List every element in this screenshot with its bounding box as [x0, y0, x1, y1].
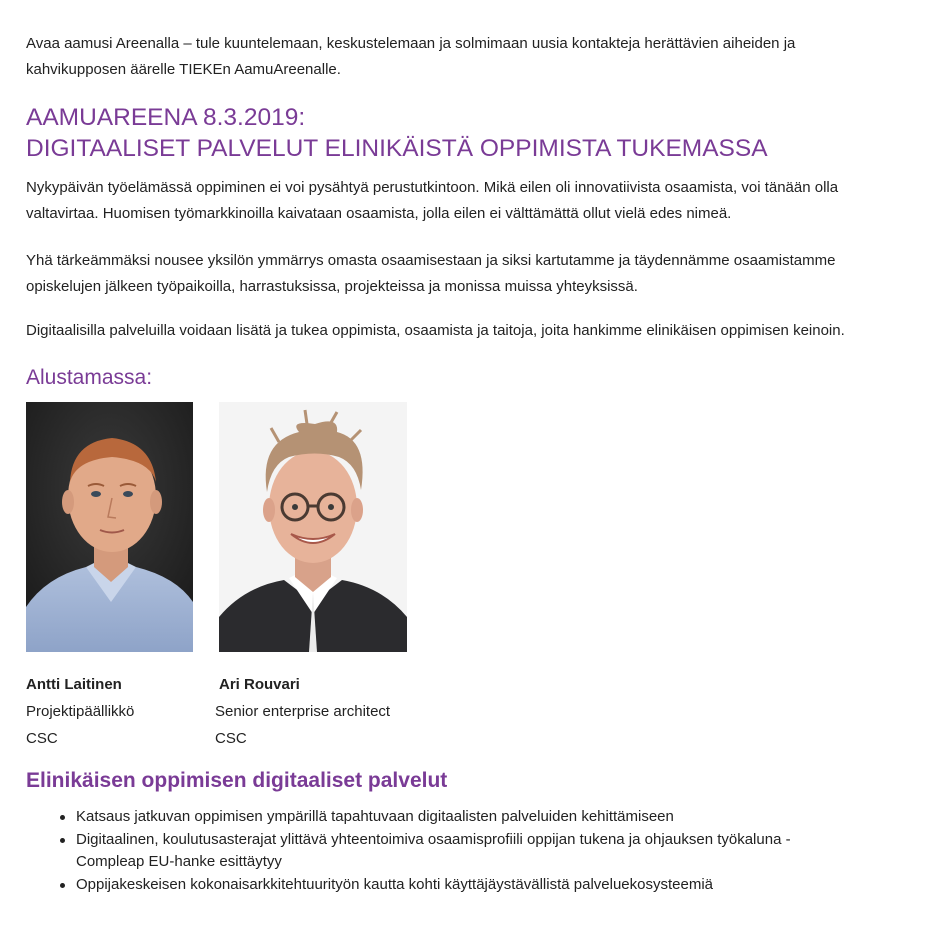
topic-list — [26, 806, 936, 896]
paragraph-2-line-2: opiskelujen jälkeen työpaikoilla, harrastuksissa, projekteissa ja monissa muissa yhteyksissä. — [26, 278, 638, 295]
body-paragraph-3 — [26, 318, 845, 344]
headline-line-2: DIGITAALISET PALVELUT ELINIKÄISTÄ OPPIMISTA TUKEMASSA — [26, 135, 768, 162]
intro-paragraph — [26, 31, 795, 83]
paragraph-1-line-1: Nykypäivän työelämässä oppiminen ei voi pysähtyä perustutkintoon. Mikä eilen oli innovatiivista osaamista, voi tänään olla — [26, 179, 839, 196]
portrait-illustration-2 — [219, 402, 407, 652]
speaker-2-org: CSC — [215, 730, 247, 747]
speakers-heading: Alustamassa: — [26, 366, 153, 389]
speaker-photo-antti-laitinen — [26, 402, 193, 652]
intro-line-2: kahvikupposen äärelle TIEKEn AamuAreenalle. — [26, 61, 341, 78]
section-heading: Elinikäisen oppimisen digitaaliset palvelut — [26, 769, 448, 792]
portrait-illustration-1 — [26, 402, 193, 652]
headline-line-1: AAMUAREENA 8.3.2019: — [26, 104, 306, 131]
speaker-card-1 — [26, 672, 134, 752]
bullet-3-line-1: Oppijakeskeisen kokonaisarkkitehtuurityön kautta kohti käyttäjäystävällistä palveluekosysteemiä — [76, 875, 713, 893]
speaker-1-title: Projektipäällikkö — [26, 703, 135, 720]
speaker-1-org: CSC — [26, 730, 58, 747]
body-paragraph-2 — [26, 248, 835, 300]
speaker-card-2 — [215, 672, 390, 752]
paragraph-2-line-1: Yhä tärkeämmäksi nousee yksilön ymmärrys omasta osaamisestaan ja siksi kartutamme ja täydennämme osaamistamme — [26, 252, 836, 269]
paragraph-1-line-2: valtavirtaa. Huomisen työmarkkinoilla kaivataan osaamista, jolla eilen ei välttämättä ollut vielä edes nimeä. — [26, 205, 732, 222]
paragraph-3-line-1: Digitaalisilla palveluilla voidaan lisätä ja tukea oppimista, osaamista ja taitoja, joita hankimme elinikäisen oppimisen keinoin. — [26, 322, 845, 339]
body-paragraph-1 — [26, 175, 838, 227]
speaker-2-title: Senior enterprise architect — [215, 703, 391, 720]
list-item — [76, 829, 936, 874]
bullet-2-line-1: Digitaalinen, koulutusasterajat ylittävä yhteentoimiva osaamisprofiili oppijan tukena ja ohjauksen työkaluna - — [76, 830, 791, 848]
intro-line-1: Avaa aamusi Areenalla – tule kuuntelemaan, keskustelemaan ja solmimaan uusia kontakteja herättävien aiheiden ja — [26, 35, 796, 52]
list-item — [76, 874, 936, 897]
speaker-photo-ari-rouvari — [219, 402, 407, 652]
speaker-1-name: Antti Laitinen — [26, 676, 122, 693]
bullet-1-line-1: Katsaus jatkuvan oppimisen ympärillä tapahtuvaan digitaalisten palveluiden kehittämiseen — [76, 808, 674, 825]
list-item — [76, 806, 936, 829]
speaker-2-name: Ari Rouvari — [219, 676, 300, 693]
bullet-2-line-2: Compleap EU-hanke esittäytyy — [76, 853, 282, 870]
event-headline — [26, 102, 768, 164]
